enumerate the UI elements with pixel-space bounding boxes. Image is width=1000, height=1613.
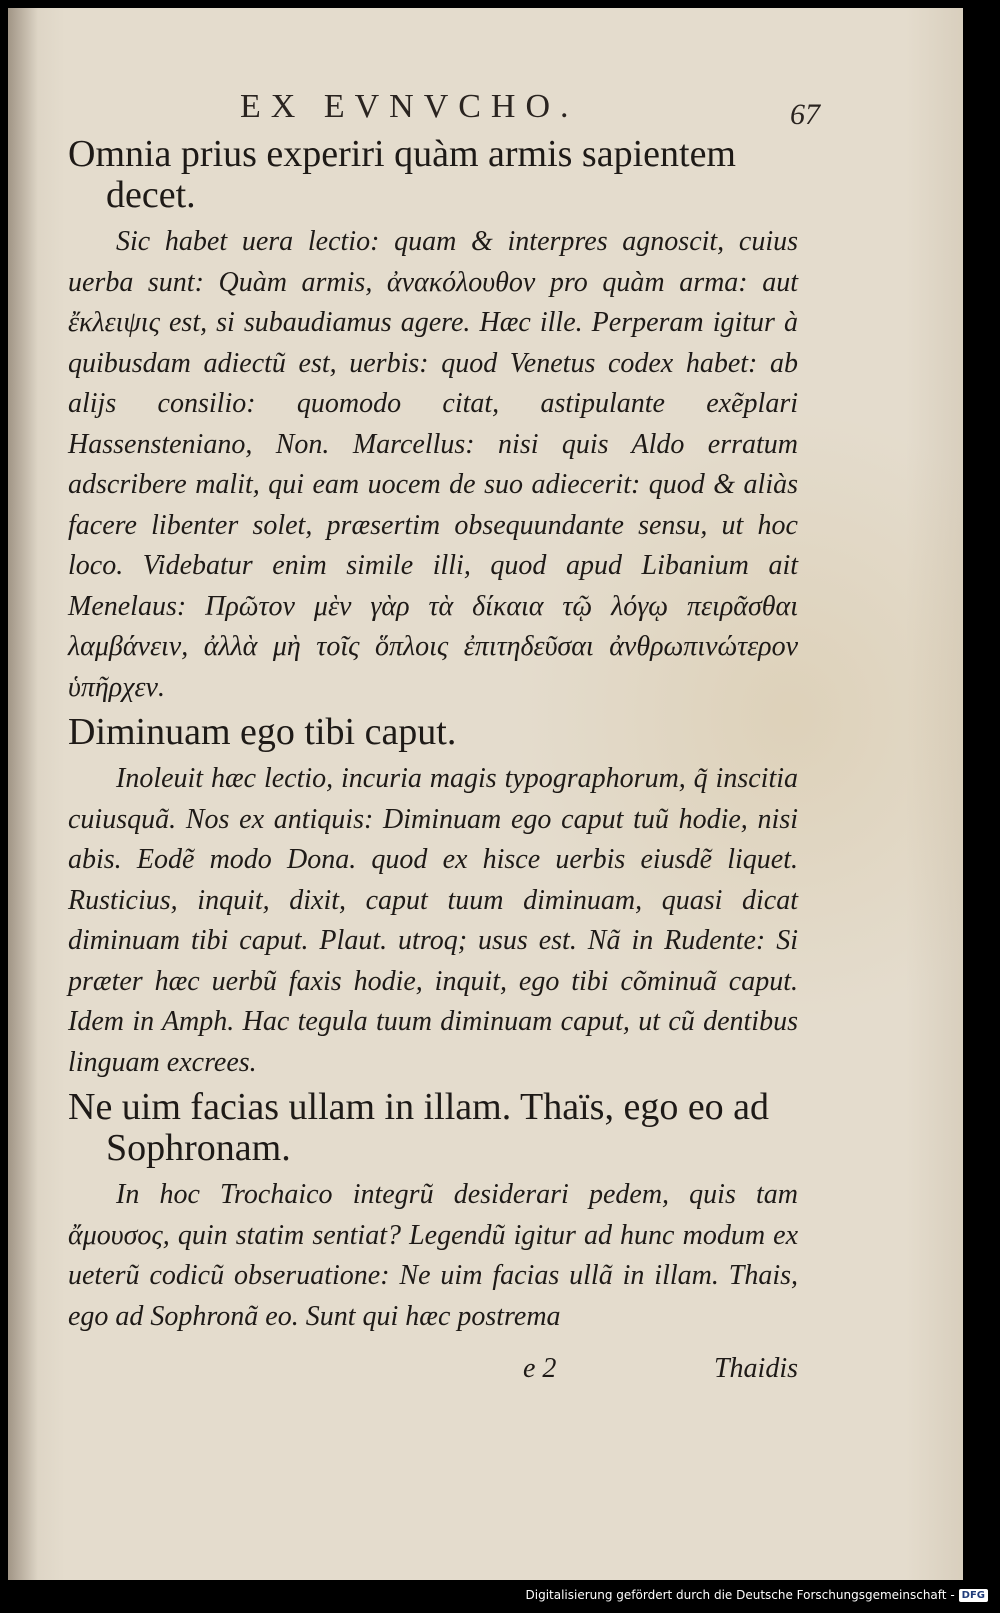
credit-text: Digitalisierung gefördert durch die Deutsche Forschungsgemeinschaft - — [525, 1588, 955, 1602]
lemma-heading: Diminuam ego tibi caput. — [68, 711, 457, 753]
dfg-logo-icon: DFG — [959, 1589, 988, 1602]
commentary-paragraph: Inoleuit hæc lectio, incuria magis typographorum, q̃ inscitia cuiusquã. Nos ex antiquis: Diminuam ego caput tuũ hodie, nisi abis. Eodẽ modo Dona. quod ex hisce uerbis eiusdẽ liquet. Rusticius, inquit, dixit, caput tuum diminuam, quasi dicat diminuam tibi caput. Plaut. utroq; usus est. Nã in Rudente: Si præter hæc uerbũ faxis hodie, inquit, ego tibi cõminuã caput. Idem in Amph. Hac tegula tuum diminuam caput, ut cũ dentibus linguam excrees. — [68, 763, 798, 1078]
commentary-paragraph: In hoc Trochaico integrũ desiderari pedem, quis tam ἄμουσος, quin statim sentiat? Legendũ igitur ad hunc modum ex ueterũ codicũ obseruatione: Ne uim facias ullã in illam. Thais, ego ad Sophronã eo. Sunt qui hæc postrema — [68, 1179, 798, 1332]
catchline — [68, 1353, 798, 1389]
catchword: Thaidis — [713, 1353, 798, 1384]
page-gutter-shadow — [8, 8, 38, 1580]
lemma-heading: Ne uim facias ullam in illam. Thaïs, ego eo ad Sophronam. — [68, 1086, 770, 1169]
digitization-credit — [526, 1588, 989, 1602]
commentary-paragraph: Sic habet uera lectio: quam & interpres agnoscit, cuius uerba sunt: Quàm armis, ἀνακόλουθον pro quàm arma: aut ἔκλειψις est, si subaudiamus agere. Hæc ille. Perperam igitur à quibusdam adiectũ est, uerbis: quod Venetus codex habet: ab alijs consilio: quomodo citat, astipulante exẽplari Hassensteniano, Non. Marcellus: nisi quis Aldo erratum adscribere malit, qui eam uocem de suo adiecerit: quod & aliàs facere libenter solet, præsertim obsequundante sensu, ut hoc loco. Videbatur enim simile illi, quod apud Libanium ait Menelaus: Πρῶτον μὲν γὰρ τὰ δίκαια τῷ λόγῳ πειρᾶσθαι λαμβάνειν, ἀλλὰ μὴ τοῖς ὅπλοις ἐπιτηδεῦσαι ἀνθρωπινώτερον ὑπῆρχεν. — [68, 226, 798, 703]
page-text — [68, 134, 798, 1337]
signature-mark: e 2 — [523, 1353, 557, 1384]
lemma-heading: Omnia prius experiri quàm armis sapientem decet. — [68, 133, 736, 216]
page-number: 67 — [790, 98, 820, 131]
running-head: EX EVNVCHO. — [240, 88, 579, 125]
